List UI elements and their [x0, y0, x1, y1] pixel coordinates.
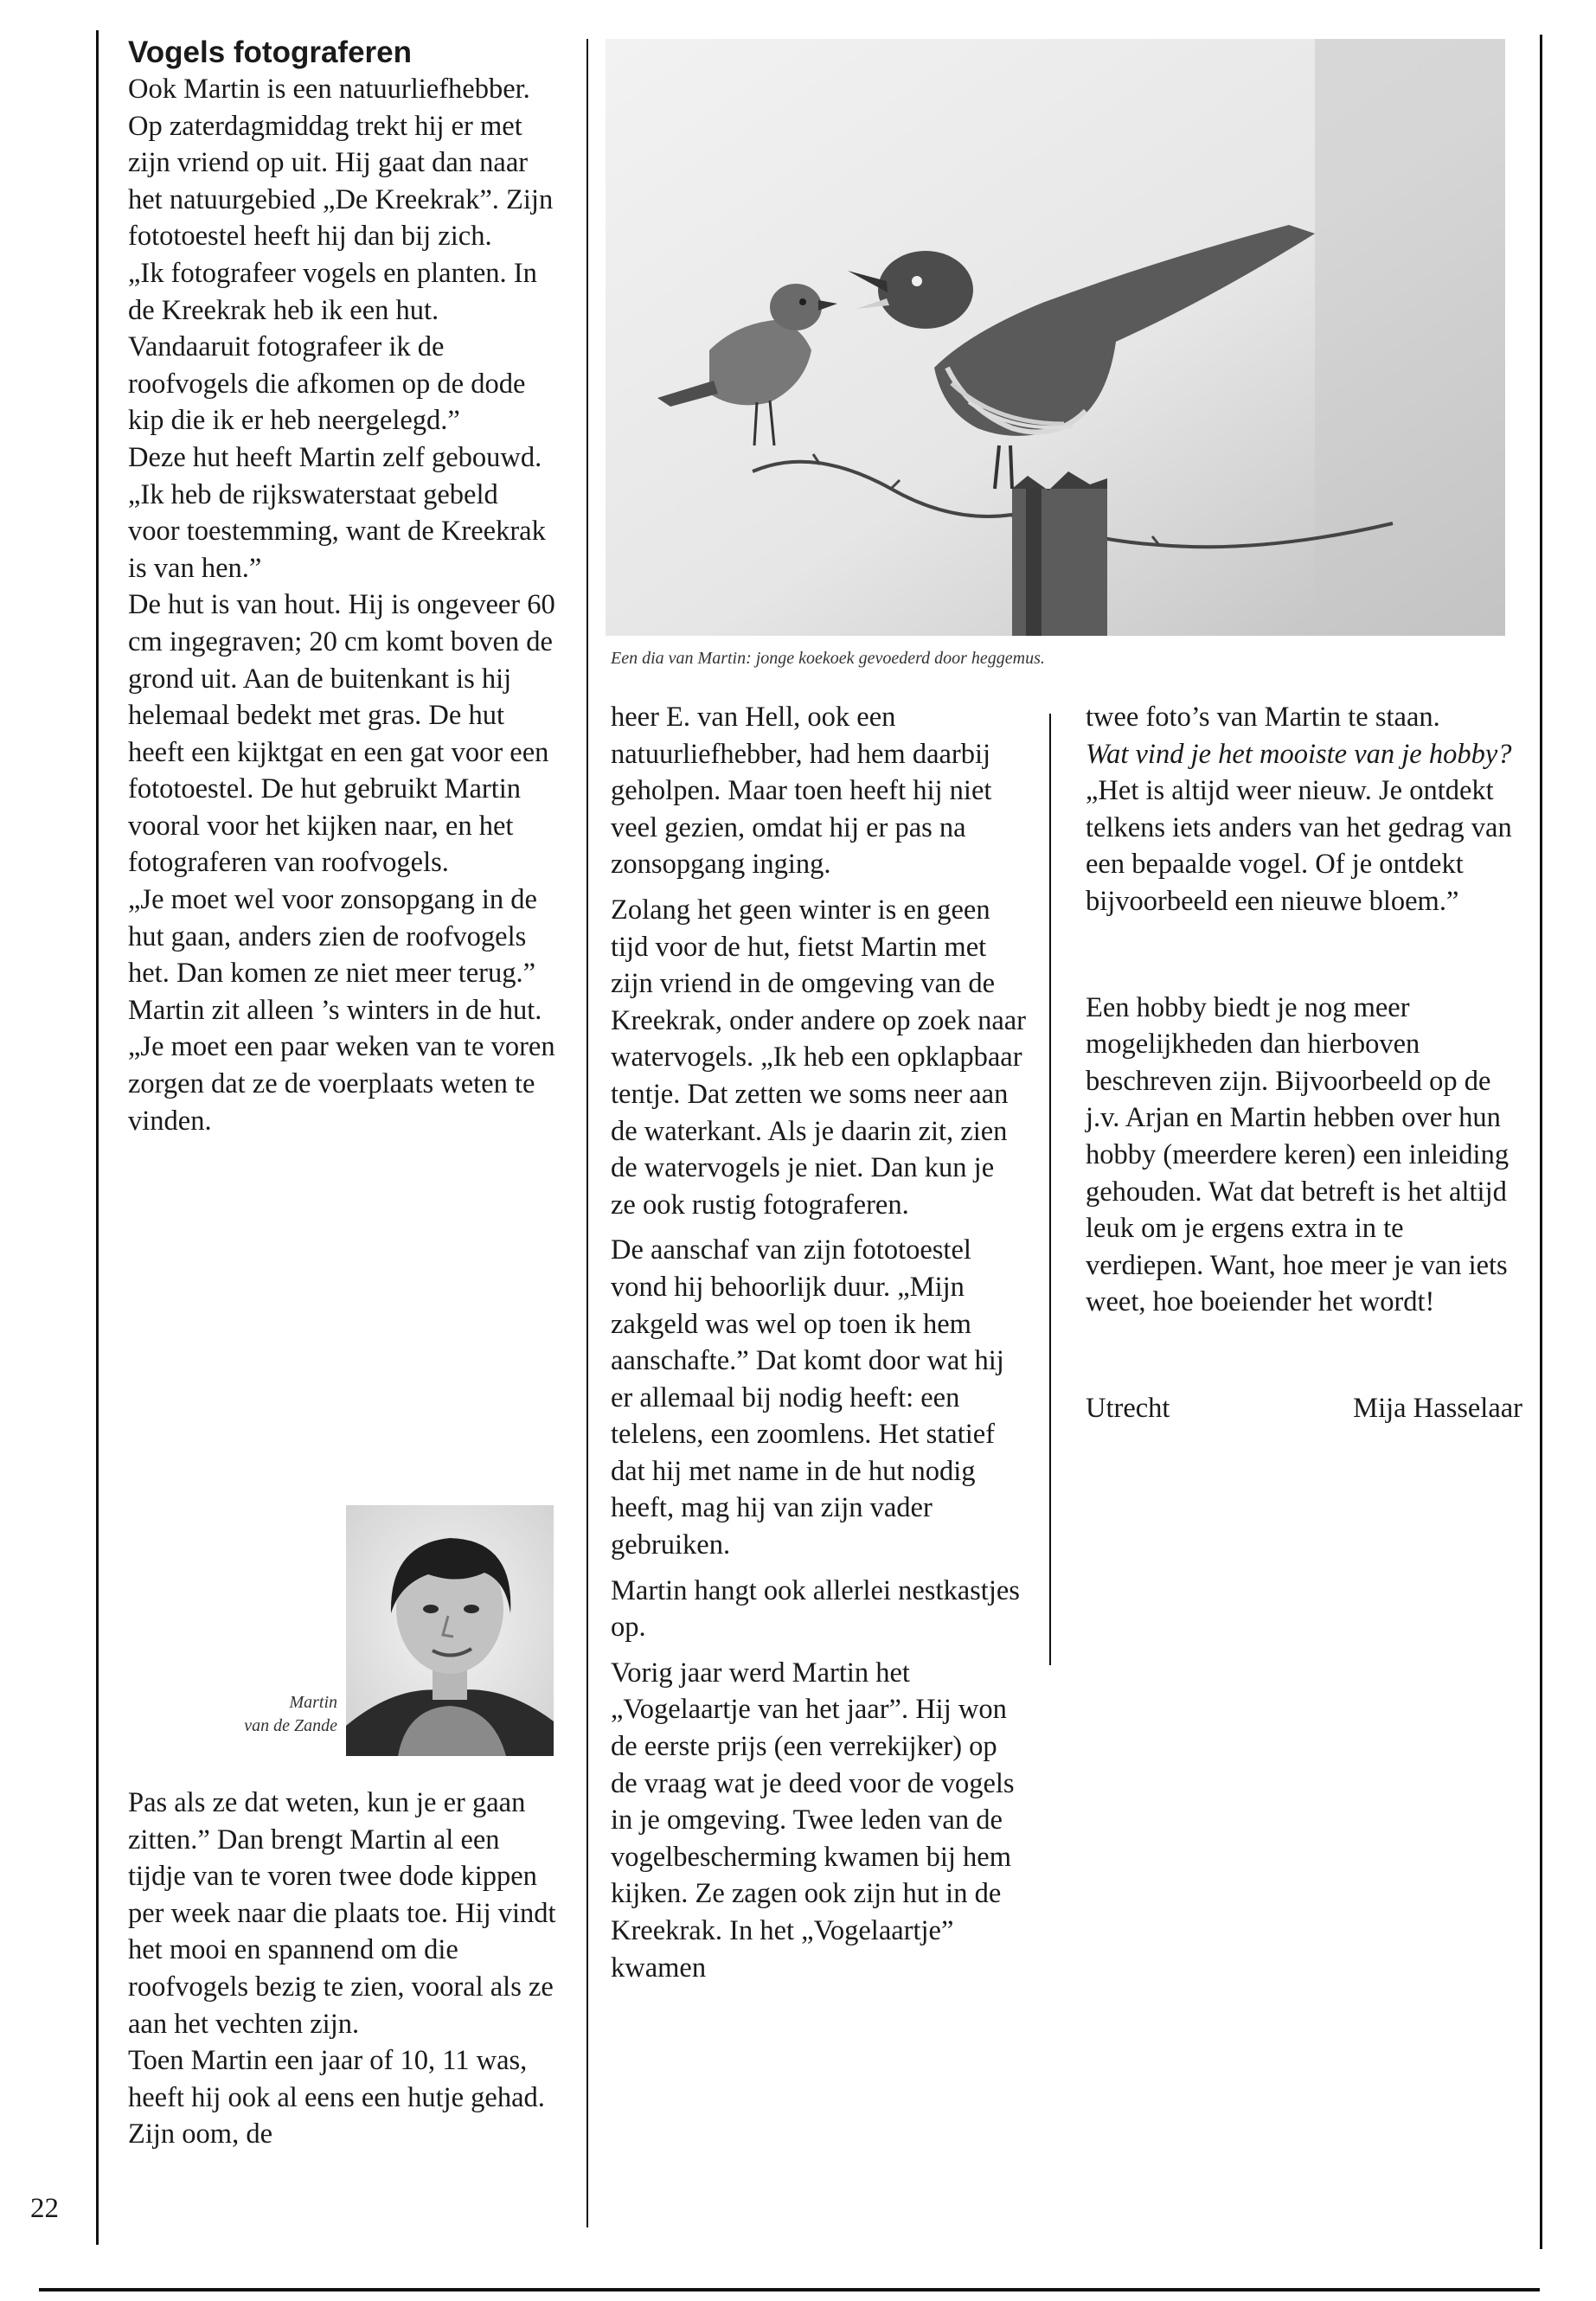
place-name: Utrecht — [1086, 1392, 1170, 1424]
interview-question: Wat vind je het mooiste van je hobby? — [1086, 738, 1512, 770]
portrait-photo — [346, 1505, 554, 1756]
right-margin-rule — [1540, 35, 1542, 2249]
paragraph: Martin hangt ook allerlei nestkastjes op. — [611, 1574, 1020, 1644]
paragraph: „Je moet een paar weken van te voren zorgen dat ze de voerplaats weten te vinden. — [128, 1031, 555, 1137]
article-heading: Vogels fotograferen — [128, 35, 413, 69]
author-name: Mija Hasselaar — [1353, 1392, 1522, 1424]
paragraph: Vorig jaar werd Martin het „Vogelaartje van het jaar”. Hij won de eerste prijs (een verrekijker) op de vraag wat je deed voor de vogels in je omgeving. Twee leden van de vogelbescherming kwamen bij hem kijken. Ze zagen ook zijn hut in de Kreekrak. In het „Vogelaartje” kwamen — [611, 1657, 1015, 1984]
bird-photo — [606, 39, 1505, 636]
paragraph: De hut is van hout. Hij is ongeveer 60 cm ingegraven; 20 cm komt boven de grond uit. Aan de buitenkant is hij helemaal bedekt met gras. De hut heeft een kijktgat en een gat voor een fototoestel. De hut gebruikt Martin vooral voor het kijken naar, en het fotograferen van roofvogels. — [128, 589, 555, 879]
left-margin-rule — [96, 30, 99, 2245]
paragraph: Zolang het geen winter is en geen tijd voor de hut, fietst Martin met zijn vriend in de omgeving van de Kreekrak, onder andere op zoek naar watervogels. „Ik heb een opklapbaar tentje. Dat zetten we soms neer aan de waterkant. Als je daarin zit, zien de watervogels je niet. Dan kun je ze ook rustig fotograferen. — [611, 894, 1027, 1221]
paragraph: „Je moet wel voor zonsopgang in de hut gaan, anders zien de roofvogels het. Dan komen ze niet meer terug.” Martin zit alleen ’s winters in de hut. — [128, 884, 542, 1026]
paragraph: Pas als ze dat weten, kun je er gaan zitten.” Dan brengt Martin al een tijdje van te voren twee dode kippen per week naar die plaats toe. Hij vindt het mooi en spannend om die roofvogels bezig te zien, vooral als ze aan het vechten zijn. — [128, 1787, 556, 2040]
paragraph: „Het is altijd weer nieuw. Je ontdekt telkens iets anders van het gedrag van een bepaalde vogel. Of je ontdekt bijvoorbeeld een nieuwe bloem.” — [1086, 775, 1512, 917]
paragraph: Ook Martin is een natuurliefhebber. Op zaterdagmiddag trekt hij er met zijn vriend op uit. Hij gaat dan naar het natuurgebied „De Kreekrak”. Zijn fototoestel heeft hij dan bij zich. — [128, 74, 554, 253]
paragraph: „Ik fotografeer vogels en planten. In de Kreekrak heb ik een hut. Vandaaruit fotografeer ik de roofvogels die afkomen op de dode kip die ik er heb neergelegd.” — [128, 257, 537, 437]
column-2 — [611, 699, 1026, 1986]
column-divider-right — [1049, 714, 1051, 1665]
paragraph: twee foto’s van Martin te staan. — [1086, 702, 1440, 733]
bird-photo-caption: Een dia van Martin: jonge koekoek gevoederd door heggemus. — [611, 649, 1045, 668]
page-number: 22 — [30, 2193, 59, 2224]
column-divider-left — [586, 39, 588, 2227]
paragraph: Toen Martin een jaar of 10, 11 was, heeft hij ook al eens een hutje gehad. Zijn oom, de — [128, 2045, 545, 2150]
paragraph: De aanschaf van zijn fototoestel vond hij behoorlijk duur. „Mijn zakgeld was wel op toen ik hem aanschafte.” Dat komt door wat hij er allemaal bij nodig heeft: een telelens, een zoomlens. Het statief dat hij met name in de hut nodig heeft, mag hij van zijn vader gebruiken. — [611, 1234, 1004, 1561]
column-3 — [1086, 699, 1522, 1427]
paragraph: Deze hut heeft Martin zelf gebouwd. „Ik heb de rijkswaterstaat gebeld voor toestemming, want de Kreekrak is van hen.” — [128, 441, 546, 584]
paragraph: Een hobby biedt je nog meer mogelijkheden dan hierboven beschreven zijn. Bijvoorbeeld op de j.v. Arjan en Martin hebben over hun hobby (meerdere keren) een inleiding gehouden. Wat dat betreft is het altijd leuk om je ergens extra in te verdiepen. Want, hoe meer je van iets weet, hoe boeiender het wordt! — [1086, 991, 1509, 1318]
portrait-caption: Martin van de Zande — [244, 1693, 337, 1735]
signoff — [1086, 1390, 1522, 1427]
bottom-rule — [39, 2288, 1540, 2291]
column-1 — [128, 35, 556, 1139]
column-1-bottom — [128, 1785, 556, 2153]
paragraph: heer E. van Hell, ook een natuurliefhebber, had hem daarbij geholpen. Maar toen heeft hij niet veel gezien, omdat hij er pas na zonsopgang inging. — [611, 702, 992, 881]
